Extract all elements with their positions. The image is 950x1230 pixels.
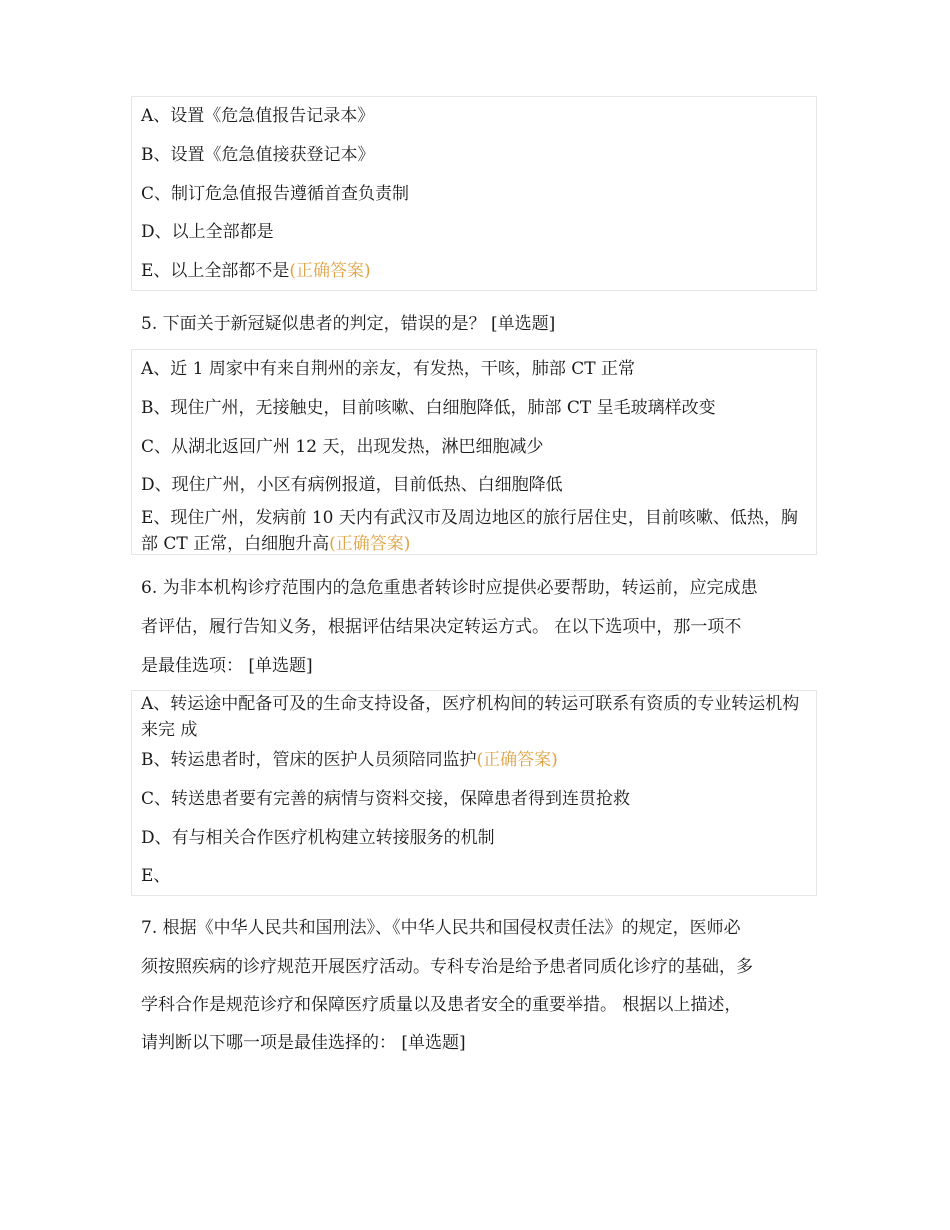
q5-option-e bbox=[141, 505, 808, 557]
correct-answer-mark: (正确答案) bbox=[476, 750, 558, 770]
q5-option-e-text: E、现住广州，发病前 10 天内有武汉市及周边地区的旅行居住史，目前咳嗽、低热，胸部 CT 正常，白细胞升高 bbox=[141, 508, 798, 554]
q6-stem-line-3: 是最佳选项： [单选题] bbox=[141, 656, 313, 676]
q4-option-d: D、以上全部都是 bbox=[141, 222, 274, 242]
q5-option-c: C、从湖北返回广州 12 天，出现发热，淋巴细胞减少 bbox=[141, 437, 544, 457]
q4-option-a: A、设置《危急值报告记录本》 bbox=[141, 106, 375, 126]
q5-stem: 5. 下面关于新冠疑似患者的判定，错误的是？ [单选题] bbox=[141, 314, 556, 334]
q7-stem-line-2: 须按照疾病的诊疗规范开展医疗活动。专科专治是给予患者同质化诊疗的基础，多 bbox=[141, 957, 753, 977]
correct-answer-mark: (正确答案) bbox=[329, 534, 411, 554]
q4-option-b: B、设置《危急值接获登记本》 bbox=[141, 145, 375, 165]
q6-stem-line-1: 6. 为非本机构诊疗范围内的急危重患者转诊时应提供必要帮助，转运前，应完成患 bbox=[141, 578, 758, 598]
q6-option-a: A、转运途中配备可及的生命支持设备，医疗机构间的转运可联系有资质的专业转运机构来完 成 bbox=[141, 694, 800, 740]
q7-stem-line-1: 7. 根据《中华人民共和国刑法》、《中华人民共和国侵权责任法》的规定，医师必 bbox=[141, 918, 741, 938]
q5-option-a: A、近 1 周家中有来自荆州的亲友，有发热，干咳，肺部 CT 正常 bbox=[141, 359, 636, 379]
q7-stem-line-4: 请判断以下哪一项是最佳选择的： [单选题] bbox=[141, 1033, 466, 1053]
q4-option-e bbox=[141, 258, 808, 284]
q5-options-box bbox=[131, 349, 817, 555]
q6-option-b-text: B、转运患者时，管床的医护人员须陪同监护 bbox=[141, 750, 477, 770]
q4-options-box bbox=[131, 96, 817, 291]
q6-options-box bbox=[131, 690, 817, 896]
q6-option-c: C、转送患者要有完善的病情与资料交接，保障患者得到连贯抢救 bbox=[141, 789, 631, 809]
q4-option-c: C、制订危急值报告遵循首查负责制 bbox=[141, 184, 410, 204]
q6-stem-line-2: 者评估，履行告知义务，根据评估结果决定转运方式。 在以下选项中，那一项不 bbox=[141, 617, 742, 637]
q7-stem-line-3: 学科合作是规范诊疗和保障医疗质量以及患者安全的重要举措。 根据以上描述， bbox=[141, 995, 742, 1015]
q6-option-e: E、 bbox=[141, 866, 171, 886]
correct-answer-mark: (正确答案) bbox=[289, 261, 371, 281]
q5-option-b: B、现住广州，无接触史，目前咳嗽、白细胞降低，肺部 CT 呈毛玻璃样改变 bbox=[141, 398, 716, 418]
q6-option-b bbox=[141, 747, 808, 773]
q5-option-d: D、现住广州，小区有病例报道，目前低热、白细胞降低 bbox=[141, 475, 563, 495]
q4-option-e-text: E、以上全部都不是 bbox=[141, 261, 290, 281]
q6-option-d: D、有与相关合作医疗机构建立转接服务的机制 bbox=[141, 828, 495, 848]
